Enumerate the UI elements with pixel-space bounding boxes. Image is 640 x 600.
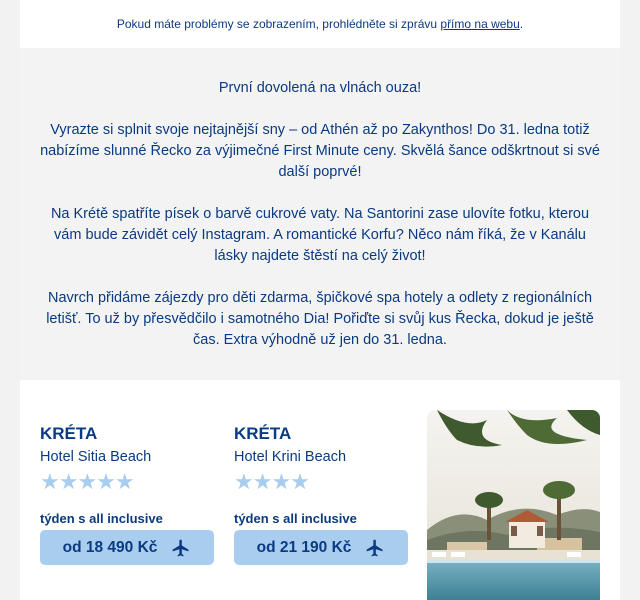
offers-section [20, 380, 620, 600]
plane-icon [171, 538, 191, 558]
offer-hotel-name[interactable]: Hotel Krini Beach [234, 449, 347, 465]
offer-destination: KRÉTA [40, 424, 98, 443]
preheader-text: Pokud máte problémy se zobrazením, prohlédněte si zprávu [116, 17, 441, 31]
intro-paragraph-3: Navrch přidáme zájezdy pro děti zdarma, špičkové spa hotely a odlety z regionálních letišť. To už by přesvědčilo i samotného Dia! Pořiďte si svůj kus Řecka, dokud je ještě čas. Extra výhodně už jen do 31. ledna. [46, 290, 594, 348]
intro-paragraph-2: Na Krétě spatříte písek o barvě cukrové vaty. Na Santorini zase ulovíte fotku, kterou vám bude závidět celý Instagram. A romantické Korfu? Něco nám říká, že v Kanálu lásky najdete štěstí na celý život! [50, 206, 590, 264]
intro-paragraph-1: Vyrazte si splnit svoje nejtajnější sny – od Athén až po Zakynthos! Do 31. ledna totiž nabízíme slunné Řecko za výjimečné First Minute ceny. Skvělá šance odškrtnout si své další poprvé! [40, 122, 600, 180]
price-label: od 21 190 Kč [256, 538, 352, 556]
star-rating-icon: ★★★★ [234, 469, 309, 494]
preheader-suffix: . [519, 17, 524, 31]
offer-hotel-name[interactable]: Hotel Sitia Beach [40, 449, 152, 465]
plane-icon [365, 538, 385, 558]
hotel-photo[interactable] [427, 410, 600, 600]
preheader [20, 0, 620, 48]
offer-card-krini[interactable] [234, 424, 409, 565]
offer-destination: KRÉTA [234, 424, 292, 443]
offer-duration: týden s all inclusive [234, 511, 357, 526]
price-button[interactable] [40, 530, 214, 565]
intro-section [20, 48, 620, 378]
price-button[interactable] [234, 530, 408, 565]
view-online-link[interactable]: přímo na webu [440, 17, 520, 31]
price-label: od 18 490 Kč [62, 538, 158, 556]
star-rating-icon: ★★★★★ [40, 469, 134, 494]
offer-card-sitia[interactable] [40, 424, 215, 565]
offer-duration: týden s all inclusive [40, 511, 163, 526]
intro-headline: První dovolená na vlnách ouza! [218, 80, 422, 96]
